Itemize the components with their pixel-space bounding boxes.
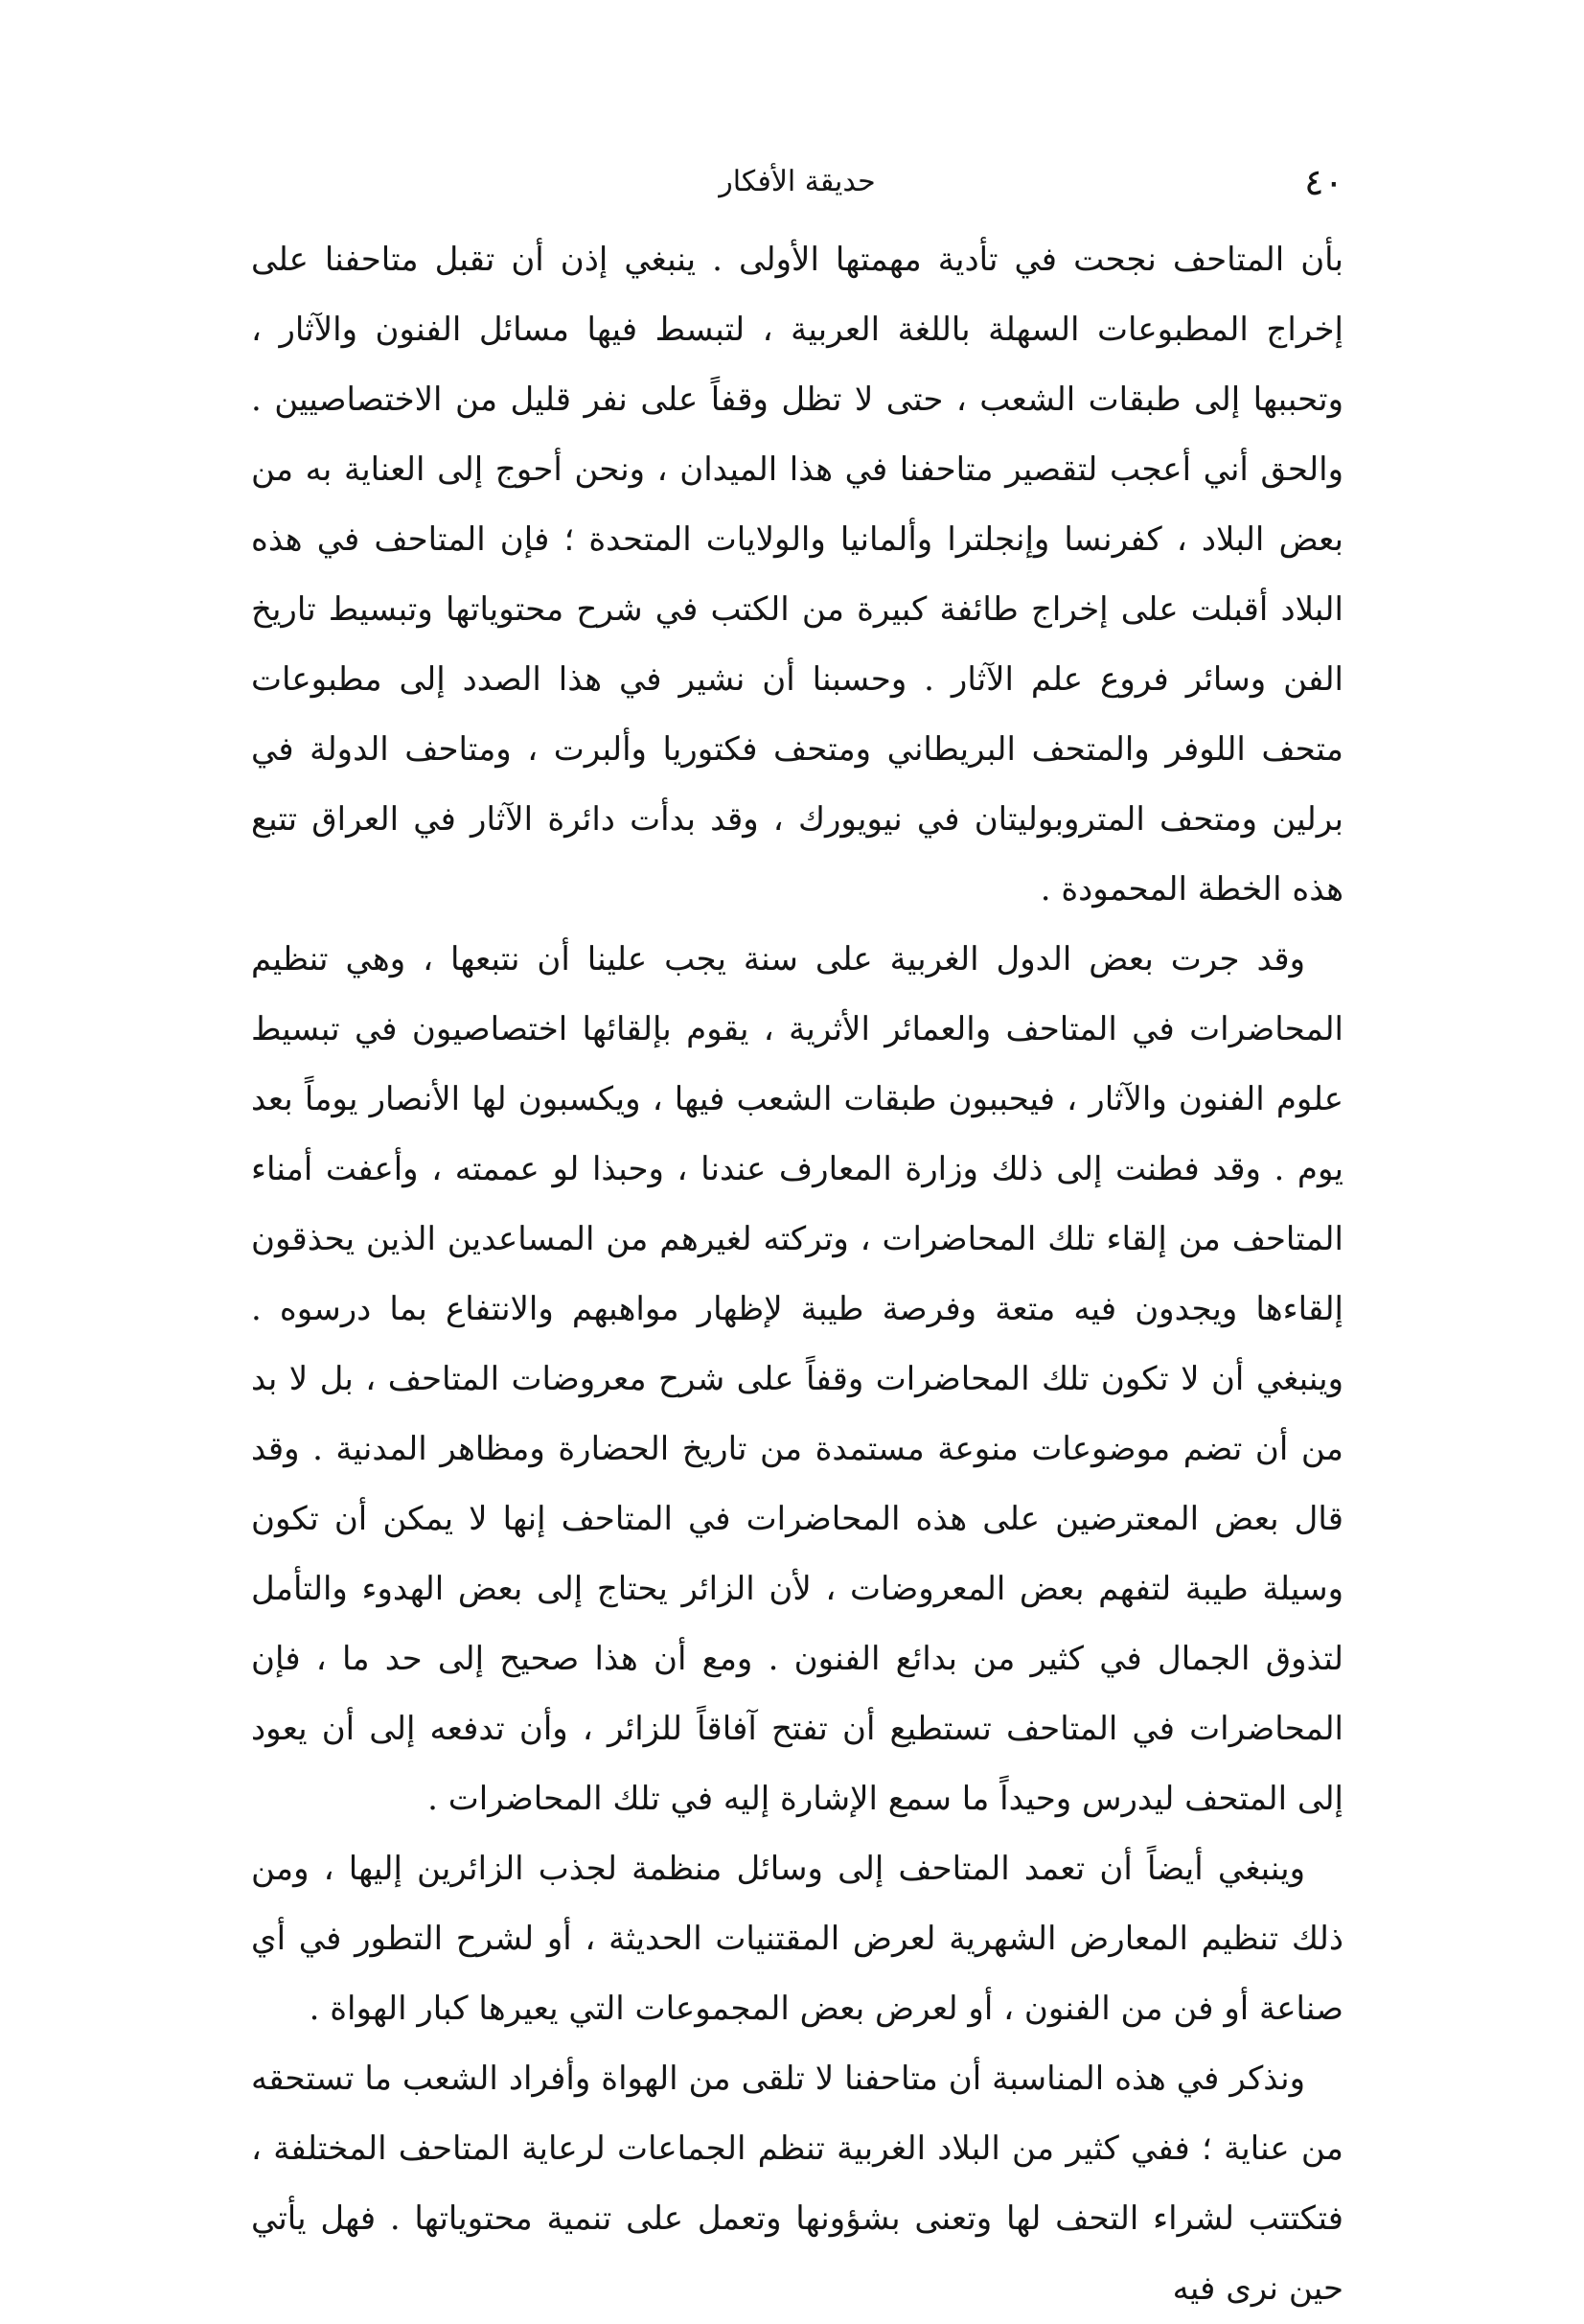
paragraph: بأن المتاحف نجحت في تأدية مهمتها الأولى . ينبغي إذن أن تقبل متاحفنا على إخراج المطبوعات السهلة باللغة العربية ، لتبسط فيها مسائل الفنون والآثار ، وتحببها إلى طبقات الشعب ، حتى لا تظل وقفاً على نفر قليل من الاختصاصيين . والحق أني أعجب لتقصير متاحفنا في هذا الميدان ، ونحن أحوج إلى العناية به من بعض البلاد ، كفرنسا وإنجلترا وألمانيا والولايات المتحدة ؛ فإن المتاحف في هذه البلاد أقبلت على إخراج طائفة كبيرة من الكتب في شرح محتوياتها وتبسيط تاريخ الفن وسائر فروع علم الآثار . وحسبنا أن نشير في هذا الصدد إلى مطبوعات متحف اللوفر والمتحف البريطاني ومتحف فكتوريا وألبرت ، ومتاحف الدولة في برلين ومتحف المتروبوليتان في نيويورك ، وقد بدأت دائرة الآثار في العراق تتبع هذه الخطة المحمودة . [251,241,1343,909]
paragraph: ونذكر في هذه المناسبة أن متاحفنا لا تلقى من الهواة وأفراد الشعب ما تستحقه من عناية ؛ ففي كثير من البلاد الغربية تنظم الجماعات لرعاية المتاحف المختلفة ، فتكتتب لشراء التحف لها وتعنى بشؤونها وتعمل على تنمية محتوياتها . فهل يأتي حين نرى فيه [251,2059,1343,2308]
body-text [251,225,1343,2324]
paragraph: وقد جرت بعض الدول الغربية على سنة يجب علينا أن نتبعها ، وهي تنظيم المحاضرات في المتاحف والعمائر الأثرية ، يقوم بإلقائها اختصاصيون في تبسيط علوم الفنون والآثار ، فيحببون طبقات الشعب فيها ، ويكسبون لها الأنصار يوماً بعد يوم . وقد فطنت إلى ذلك وزارة المعارف عندنا ، وحبذا لو عممته ، وأعفت أمناء المتاحف من إلقاء تلك المحاضرات ، وتركته لغيرهم من المساعدين الذين يحذقون إلقاءها ويجدون فيه متعة وفرصة طيبة لإظهار مواهبهم والانتفاع بما درسوه . وينبغي أن لا تكون تلك المحاضرات وقفاً على شرح معروضات المتاحف ، بل لا بد من أن تضم موضوعات منوعة مستمدة من تاريخ الحضارة ومظاهر المدنية . وقد قال بعض المعترضين على هذه المحاضرات في المتاحف إنها لا يمكن أن تكون وسيلة طيبة لتفهم بعض المعروضات ، لأن الزائر يحتاج إلى بعض الهدوء والتأمل لتذوق الجمال في كثير من بدائع الفنون . ومع أن هذا صحيح إلى حد ما ، فإن المحاضرات في المتاحف تستطيع أن تفتح آفاقاً للزائر ، وأن تدفعه إلى أن يعود إلى المتحف ليدرس وحيداً ما سمع الإشارة إليه في تلك المحاضرات . [251,940,1343,1818]
page-header [251,153,1343,211]
running-title: حديقة الأفكار [719,165,876,198]
page-number: ٤٠ [1304,161,1343,203]
paragraph: وينبغي أيضاً أن تعمد المتاحف إلى وسائل منظمة لجذب الزائرين إليها ، ومن ذلك تنظيم المعارض الشهرية لعرض المقتنيات الحديثة ، أو لشرح التطور في أي صناعة أو فن من الفنون ، أو لعرض بعض المجموعات التي يعيرها كبار الهواة . [251,1850,1343,2028]
